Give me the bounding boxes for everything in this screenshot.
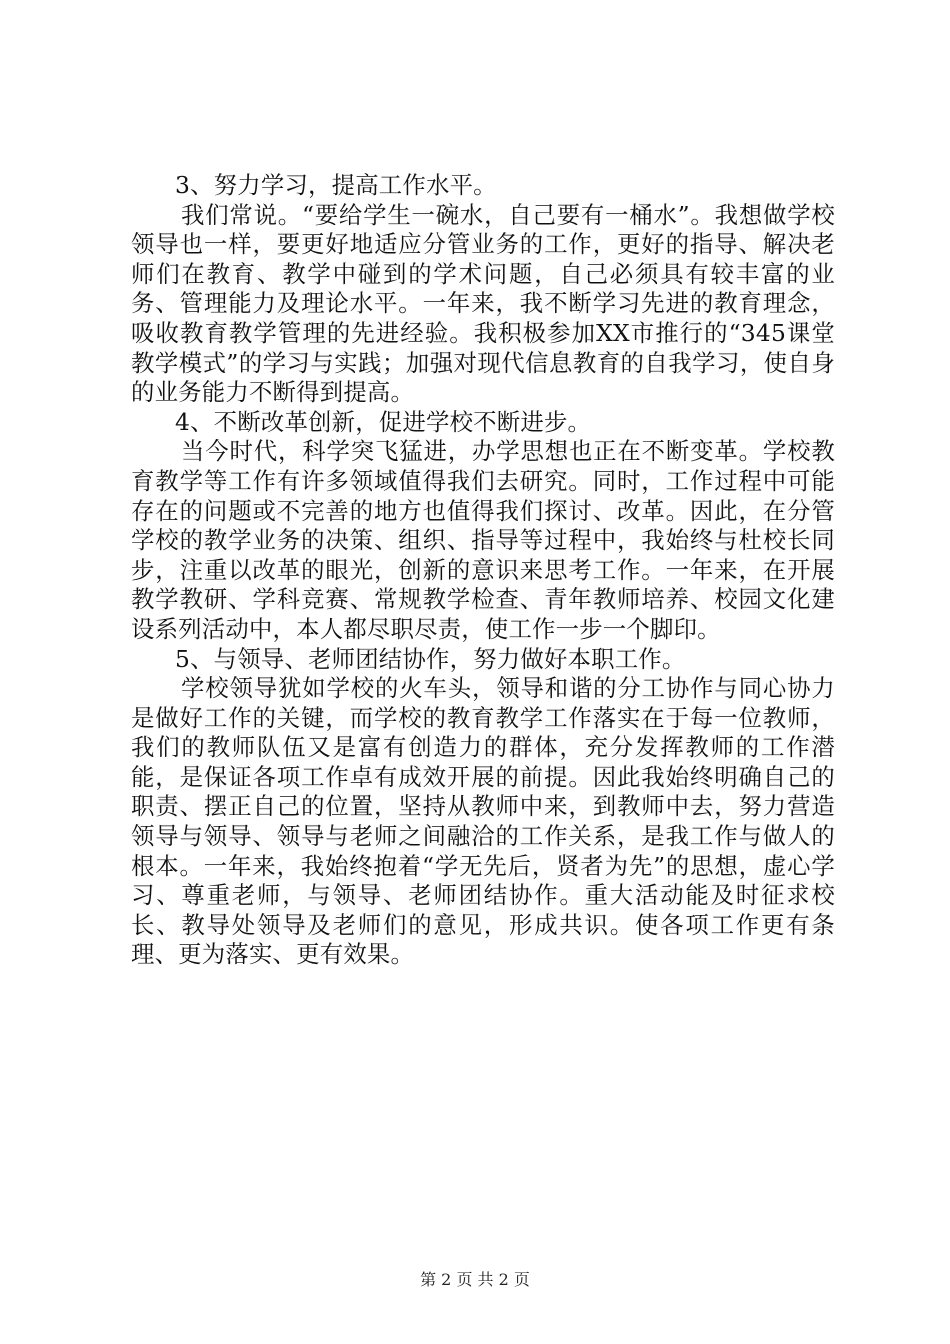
section-heading-5: 5、与领导、老师团结协作，努力做好本职工作。 — [175, 644, 686, 673]
section-heading-4: 4、不断改革创新，促进学校不断进步。 — [175, 407, 592, 436]
page-number-footer: 第 2 页 共 2 页 — [420, 1270, 530, 1289]
section-paragraph-4: 当今时代，科学突飞猛进，办学思想也正在不断变革。学校教育教学等工作有许多领域值得我们去研究。同时，工作过程中可能存在的问题或不完善的地方也值得我们探讨、改革。因此，在分管学校的教学业务的决策、组织、指导等过程中，我始终与杜校长同步，注重以改革的眼光，创新的意识来思考工作。一年来，在开展教学教研、学科竞赛、常规教学检查、青年教师培养、校园文化建设系列活动中，本人都尽职尽责，使工作一步一个脚印。 — [131, 437, 835, 643]
section-heading-3: 3、努力学习，提高工作水平。 — [175, 171, 497, 199]
document-body — [131, 171, 835, 970]
section-paragraph-3: 我们常说。“要给学生一碗水，自己要有一桶水”。我想做学校领导也一样，要更好地适应分管业务的工作，更好的指导、解决老师们在教育、教学中碰到的学术问题，自己必须具有较丰富的业务、管理能力及理论水平。一年来，我不断学习先进的教育理念，吸收教育教学管理的先进经验。我积极参加XX市推行的“345课堂教学模式”的学习与实践；加强对现代信息教育的自我学习，使自身的业务能力不断得到提高。 — [131, 200, 835, 407]
section-paragraph-5: 学校领导犹如学校的火车头，领导和谐的分工协作与同心协力是做好工作的关键，而学校的教育教学工作落实在于每一位教师，我们的教师队伍又是富有创造力的群体，充分发挥教师的工作潜能，是保证各项工作卓有成效开展的前提。因此我始终明确自己的职责、摆正自己的位置，坚持从教师中来，到教师中去，努力营造领导与领导、领导与老师之间融洽的工作关系，是我工作与做人的根本。一年来，我始终抱着“学无先后，贤者为先”的思想，虚心学习、尊重老师，与领导、老师团结协作。重大活动能及时征求校长、教导处领导及老师们的意见，形成共识。使各项工作更有条理、更为落实、更有效果。 — [131, 674, 835, 969]
